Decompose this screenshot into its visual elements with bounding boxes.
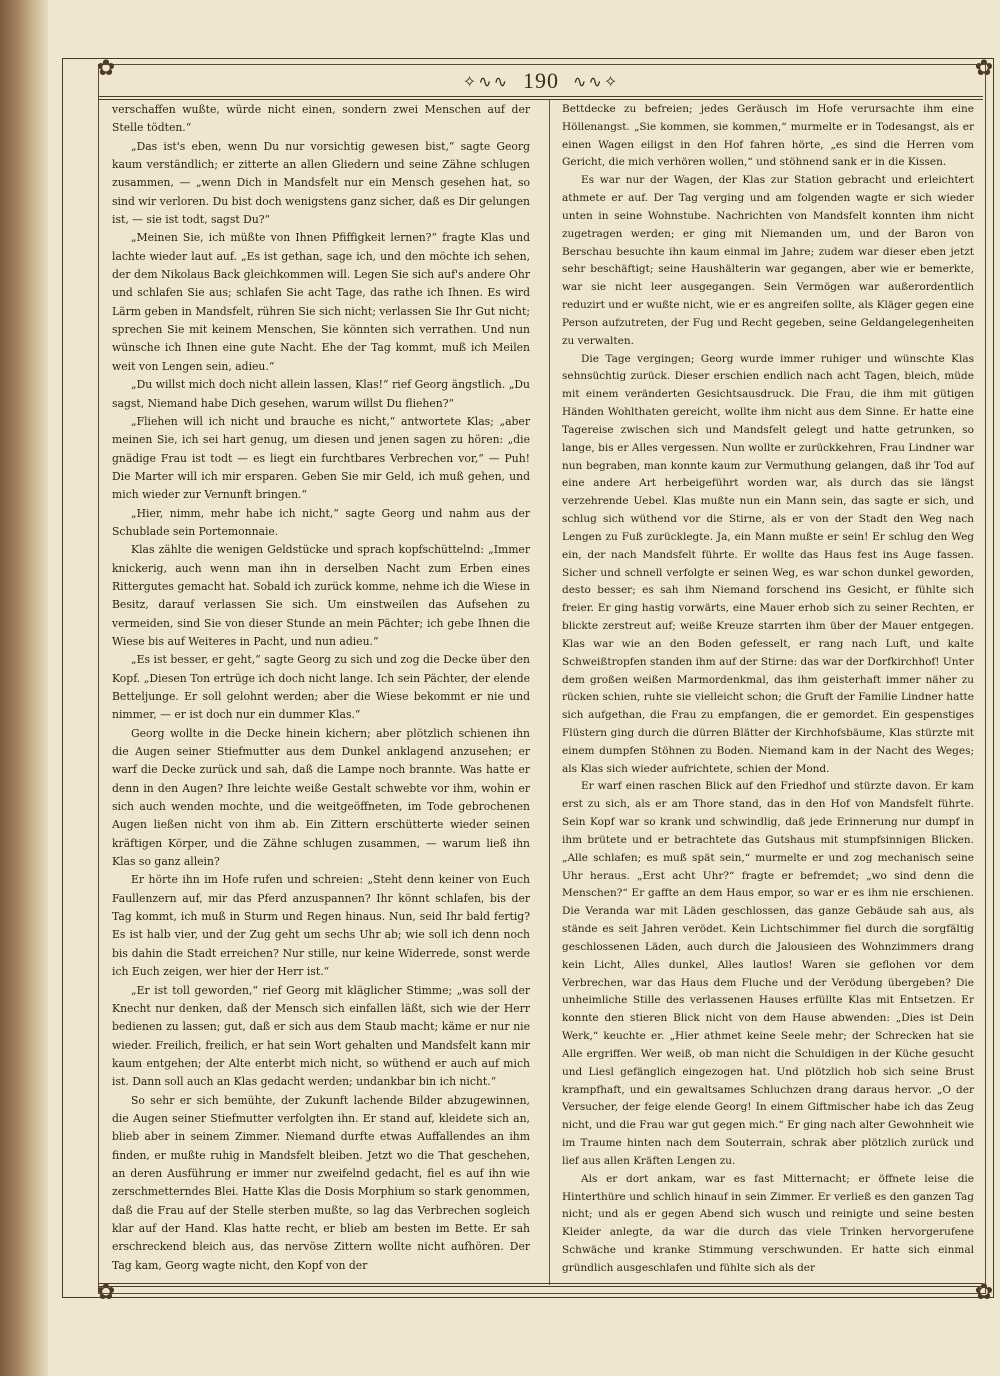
paragraph: Er warf einen raschen Blick auf den Friedhof und stürzte davon. Er kam erst zu sich, als er am Thore stand, das in den Hof von Mandsfelt führte. Sein Kopf war so krank und schwindlig, daß jede Erinnerung nur dumpf in ihm brütete und er betrachtete das Gutshaus mit stumpfsinnigen Blicken. „Alle schlafen; es muß spät sein,“ murmelte er und zog mechanisch seine Uhr heraus. „Erst acht Uhr?“ fragte er befremdet; „wo sind denn die Menschen?“ Er gaffte an dem Haus empor, so war er es ihm nie erschienen. Die Veranda war mit Läden geschlossen, das ganze Gebäude sah aus, als stände es seit Jahren verödet. Kein Lichtschimmer fiel durch die sorgfältig geschlossenen Läden, auch durch die Jalousieen des Wohnzimmers drang kein Licht, Alles dunkel, Alles lautlos! Waren sie geflohen vor dem Verbrechen, war das Haus dem Fluche und der Verödung übergeben? Die unheimliche Stille des verlassenen Hauses erfüllte Klas mit Entsetzen. Er konnte den stieren Blick nicht von dem Hause abwenden: „Dies ist Dein Werk,“ keuchte er. „Hier athmet keine Seele mehr; der Schrecken hat sie Alle ergriffen. Wer weiß, ob man nicht die Schuldigen in der Küche gesucht und Liesl gefänglich eingezogen hat. Und plötzlich hob sich seine Brust krampfhaft, und ein gewaltsames Schluchzen drang daraus hervor. „O der Versucher, der feige elende Georg! In einem Giftmischer habe ich das Zeug nicht, und die Frau war gut gegen mich.“ Er ging nach alter Gewohnheit wie im Traume hinten nach dem Souterrain, schrak aber plötzlich zurück und lief aus allen Kräften Lengen zu.: [562, 780, 974, 1167]
paragraph: „Das ist's eben, wenn Du nur vorsichtig gewesen bist,“ sagte Georg kaum verständlich; er zitterte an allen Gliedern und seine Zähne schlugen zusammen, — „wenn Dich in Mandsfelt nur ein Mensch gesehen hat, so sind wir verloren. Du bist doch wenigstens ganz sicher, daß es Dir gelungen ist, — sie ist todt, sagst Du?“: [112, 139, 530, 227]
header-flourish-right-icon: ∿∿✧: [573, 71, 620, 91]
paragraph: „Fliehen will ich nicht und brauche es nicht,“ antwortete Klas; „aber meinen Sie, ich sei hart genug, um diesen und jenen sagen zu hören: „die gnädige Frau ist todt — es liegt ein furchtbares Verbrechen vor,“ — Puh! Die Marter will ich mir ersparen. Geben Sie mir Geld, ich muß gehen, und mich wieder zur Vernunft bringen.“: [112, 414, 530, 502]
corner-ornament-bottom-left-icon: ✿: [96, 1280, 116, 1305]
paragraph: Als er dort ankam, war es fast Mitternacht; er öffnete leise die Hinterthüre und schlich hinauf in sein Zimmer. Er verließ es den ganzen Tag nicht; und als er gegen Abend sich wusch und reinigte und seine besten Kleider anlegte, da war die durch das viele Trinken hervorgerufene Schwäche und kranke Stimmung verschwunden. Er hatte sich einmal gründlich ausgeschlafen und fühlte sich als der: [562, 1172, 974, 1274]
paragraph: So sehr er sich bemühte, der Zukunft lachende Bilder abzugewinnen, die Augen seiner Stiefmutter verfolgten ihn. Er stand auf, kleidete sich an, blieb aber in seinem Zimmer. Niemand durfte etwas Auffallendes an ihm finden, er mußte ruhig in Mandsfelt bleiben. Jetzt wo die That geschehen, an deren Ausführung er immer nur zweifelnd gedacht, fiel es auf ihn wie zerschmetterndes Blei. Hatte Klas die Dosis Morphium so stark genommen, daß die Frau auf der Stelle sterben mußte, so lag das Verbrechen sogleich klar auf der Hand. Klas hatte recht, er blieb am besten im Bette. Er sah erschreckend bleich aus, das nervöse Zittern wollte nicht aufhören. Der Tag kam, Georg wagte nicht, den Kopf von der: [112, 1093, 530, 1272]
left-column: [112, 101, 530, 1275]
paragraph: „Meinen Sie, ich müßte von Ihnen Pfiffigkeit lernen?“ fragte Klas und lachte wieder laut auf. „Es ist gethan, sage ich, und den möchte ich sehen, der dem Nikolaus Back gleichkommen will. Legen Sie sich auf's andere Ohr und schlafen Sie aus; schlafen Sie acht Tage, das rathe ich Ihnen. Es wird Lärm geben in Mandsfelt, rühren Sie sich nicht; verlassen Sie Ihr Gut nicht; sprechen Sie mit keinem Menschen, Sie könnten sich verrathen. Und nun wünsche ich Ihnen eine gute Nacht. Ehe der Tag kommt, muß ich Meilen weit von Lengen sein, adieu.“: [112, 231, 530, 373]
header-rule-second: [99, 99, 983, 100]
footer-rule-second: [99, 1286, 983, 1287]
paragraph: Bettdecke zu befreien; jedes Geräusch im Hofe verursachte ihm eine Höllenangst. „Sie kommen, sie kommen,“ murmelte er in Todesangst, als er einen Wagen eiligst in den Hof fahren hörte, „es sind die Herren vom Gericht, die mich verhören wollen,“ und stöhnend sank er in die Kissen.: [562, 103, 974, 169]
paragraph: verschaffen wußte, würde nicht einen, sondern zwei Menschen auf der Stelle tödten.“: [112, 103, 530, 135]
corner-ornament-top-right-icon: ✿: [974, 56, 994, 81]
header-flourish-left-icon: ✧∿∿: [462, 71, 509, 91]
paragraph: Die Tage vergingen; Georg wurde immer ruhiger und wünschte Klas sehnsüchtig zurück. Dieser erschien endlich nach acht Tagen, bleich, müde mit einem veränderten Gesichtsausdruck. Die Frau, die ihm mit gütigen Händen Wohlthaten gereicht, wollte ihm nicht aus dem Sinne. Er hatte eine Tagereise zwischen sich und Mandsfelt gelegt und hatte getrunken, so lange, bis er Alles vergessen. Nun wollte er zurückkehren, Frau Lindner war nun begraben, man konnte kaum zur Vermuthung gelangen, daß ihr Tod auf eine andere Art herbeigeführt worden war, als durch das sie längst verzehrende Uebel. Klas mußte nun ein Mann sein, das sagte er sich, und schlug sich wüthend vor die Stirne, als er von der Stadt den Weg nach Lengen zu Fuß zurücklegte. Ja, ein Mann mußte er sein! Er schlug den Weg ein, der nach Mandsfelt führte. Er wollte das Haus fest ins Auge fassen. Sicher und schnell verfolgte er seinen Weg, es war schon dunkel geworden, desto besser; es sah ihm Niemand forschend ins Gesicht, er fühlte sich freier. Er ging hastig vorwärts, eine Mauer erhob sich zu seiner Rechten, er blickte zerstreut auf; weiße Kreuze starrten ihm über der Mauer entgegen. Klas war wie an den Boden gefesselt, er rang nach Luft, und kalte Schweißtropfen standen ihm auf der Stirne: das war der Dorfkirchhof! Unter dem großen weißen Marmordenkmal, das ihm geisterhaft immer näher zu rücken schien, ruhte sie vielleicht schon; die Gruft der Familie Lindner hatte sich aufgethan, die Frau zu empfangen, die er gemordet. Ein gespenstiges Flüstern ging durch die dürren Blätter der Kirchhofsbäume, Klas stürzte mit einem dumpfen Stöhnen zu Boden. Niemand kam in der Nacht des Weges; als Klas sich wieder aufrichtete, schien der Mond.: [562, 352, 974, 775]
paragraph: Klas zählte die wenigen Geldstücke und sprach kopfschüttelnd: „Immer knickerig, auch wenn man ihn in derselben Nacht zum Erben eines Rittergutes gemacht hat. Sobald ich zurück komme, nehme ich die Wiese in Besitz, darauf verlassen Sie sich. Um einstweilen das Aufsehen zu vermeiden, sind Sie von dieser Stunde an mein Pächter; ich gebe Ihnen die Wiese bis auf Weiteres in Pacht, und nun adieu.“: [112, 543, 530, 648]
paragraph: Er hörte ihn im Hofe rufen und schreien: „Steht denn keiner von Euch Faullenzern auf, mir das Pferd anzuspannen? Ihr könnt schlafen, bis der Tag kommt, ich muß in Sturm und Regen hinaus. Nun, seid Ihr bald fertig? Es ist halb vier, und der Zug geht um sechs Uhr ab; wie soll ich denn noch bis dahin die Stadt erreichen? Nur stille, nur keine Widerrede, sonst werde ich Euch zeigen, wer hier der Herr ist.“: [112, 873, 530, 979]
paragraph: „Er ist toll geworden,“ rief Georg mit kläglicher Stimme; „was soll der Knecht nur denken, daß der Mensch sich einfallen läßt, sich wie der Herr bedienen zu lassen; gut, daß er sich aus dem Staub macht; käme er nur nie wieder. Freilich, freilich, er hat sein Wort gehalten und Mandsfelt kann mir kaum entgehen; der Alte enterbt mich nicht, so wüthend er auch auf mich ist. Dann soll auch an Klas gedacht werden; undankbar bin ich nicht.“: [112, 983, 530, 1089]
paragraph: „Es ist besser, er geht,“ sagte Georg zu sich und zog die Decke über den Kopf. „Diesen Ton ertrüge ich doch nicht lange. Ich sein Pächter, der elende Betteljunge. Er soll gelohnt werden; aber die Wiese bekommt er nie und nimmer, — er ist doch nur ein dummer Klas.“: [112, 653, 530, 722]
right-column: [562, 101, 974, 1278]
corner-ornament-bottom-right-icon: ✿: [974, 1280, 994, 1305]
footer-rule: [99, 1283, 983, 1284]
paragraph: „Hier, nimm, mehr habe ich nicht,“ sagte Georg und nahm aus der Schublade sein Portemonnaie.: [112, 506, 530, 538]
paragraph: Georg wollte in die Decke hinein kichern; aber plötzlich schienen ihn die Augen seiner Stiefmutter aus dem Dunkel anklagend anzusehen; er warf die Decke zurück und sah, daß die Lampe noch brannte. Was hatte er denn in den Augen? Ihre leichte weiße Gestalt schwebte vor ihm, wohin er sich auch wenden mochte, und die weitgeöffneten, im Tode gebrochenen Augen ließen nicht von ihm ab. Ein Zittern erschütterte wieder seinen kräftigen Körper, und die Zähne schlugen zusammen, — warum ließ ihn Klas so ganz allein?: [112, 726, 530, 869]
corner-ornament-top-left-icon: ✿: [96, 56, 116, 81]
paragraph: „Du willst mich doch nicht allein lassen, Klas!“ rief Georg ängstlich. „Du sagst, Niemand habe Dich gesehen, warum willst Du fliehen?“: [112, 378, 530, 410]
paragraph: Es war nur der Wagen, der Klas zur Station gebracht und erleichtert athmete er auf. Der Tag verging und am folgenden wagte er sich wieder unten in seine Wohnstube. Nachrichten von Mandsfelt konnten ihm nicht zugetragen werden; er ging mit Niemanden um, und der Baron von Berschau besuchte ihn kaum einmal im Jahre; zudem war dieser eben jetzt sehr beschäftigt; seine Haushälterin war gegangen, aber wie er bemerkte, war sie nicht leer ausgegangen. Sein Vermögen war außerordentlich reduzirt und er wußte nicht, wie er es angreifen sollte, als Kläger gegen eine Person aufzutreten, der Fug und Recht gegeben, seine Geldangelegenheiten zu verwalten.: [562, 174, 974, 347]
book-binding-gutter: [0, 0, 48, 1376]
page-number: 190: [523, 68, 559, 93]
page-header: [99, 70, 983, 92]
header-rule: [99, 96, 983, 97]
column-divider: [549, 99, 550, 1285]
